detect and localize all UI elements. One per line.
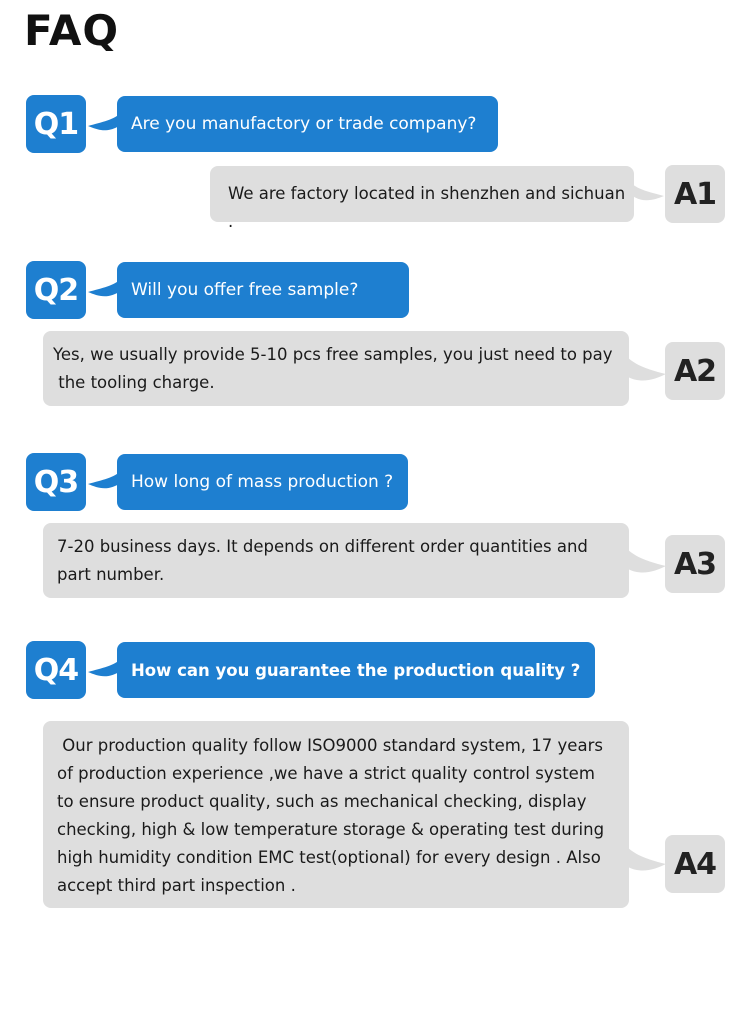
answer-badge-4: A4 — [665, 835, 725, 893]
question-badge-4: Q4 — [26, 641, 86, 699]
page-title: FAQ — [24, 6, 120, 55]
answer-bubble-1: We are factory located in shenzhen and sichuan . — [210, 166, 634, 222]
answer-badge-1: A1 — [665, 165, 725, 223]
answer-tail-3 — [626, 544, 666, 584]
question-badge-3: Q3 — [26, 453, 86, 511]
question-bubble-4: How can you guarantee the production quality ? — [117, 642, 595, 698]
question-badge-2: Q2 — [26, 261, 86, 319]
question-badge-1: Q1 — [26, 95, 86, 153]
answer-bubble-4: Our production quality follow ISO9000 standard system, 17 years of production experience ,we have a strict quality control system to ensure product quality, such as mechanical checking, display checking, high & low temperature storage & operating test during high humidity condition EMC test(optional) for every design . Also accept third part inspection . — [43, 721, 629, 908]
question-bubble-2: Will you offer free sample? — [117, 262, 409, 318]
answer-badge-2: A2 — [665, 342, 725, 400]
question-bubble-1: Are you manufactory or trade company? — [117, 96, 498, 152]
answer-bubble-2: Yes, we usually provide 5-10 pcs free samples, you just need to pay the tooling charge. — [43, 331, 629, 406]
question-bubble-3: How long of mass production ? — [117, 454, 408, 510]
answer-tail-2 — [626, 352, 666, 392]
answer-badge-3: A3 — [665, 535, 725, 593]
answer-tail-1 — [630, 178, 664, 208]
answer-bubble-3: 7-20 business days. It depends on different order quantities and part number. — [43, 523, 629, 598]
answer-tail-4 — [626, 842, 666, 882]
